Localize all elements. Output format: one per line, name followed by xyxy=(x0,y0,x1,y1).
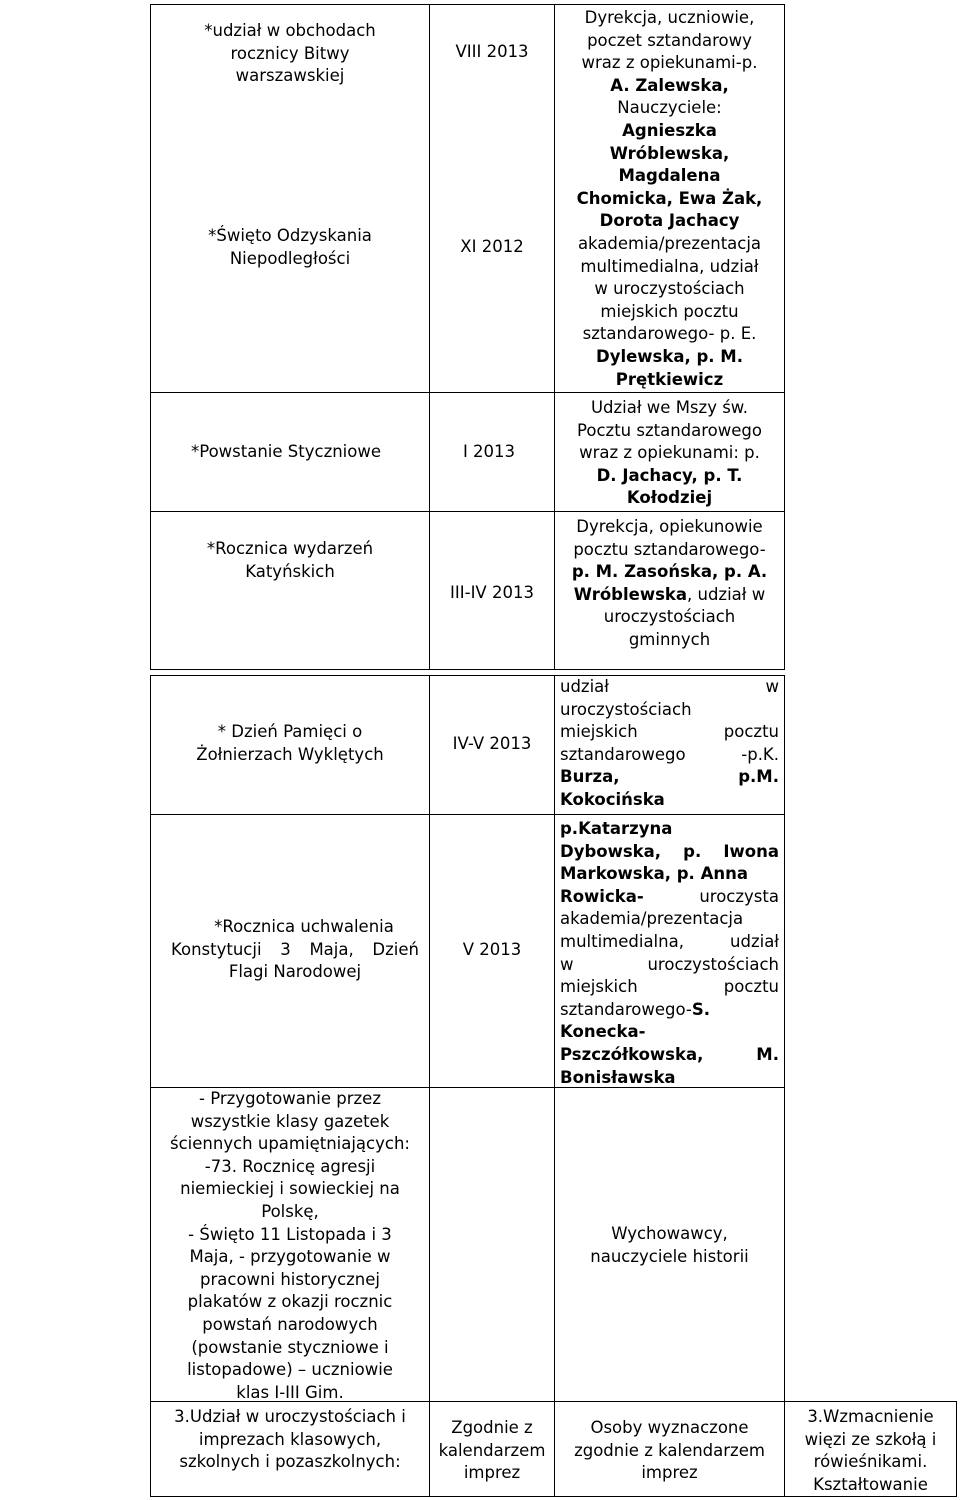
event-text-line: * Dzień Pamięci o xyxy=(217,722,363,741)
event-cell xyxy=(151,512,429,669)
responsible-line: multimedialna, udział xyxy=(580,256,759,276)
event-text-line: (powstanie styczniowe i xyxy=(191,1337,389,1357)
responsible-line: multimedialna, udział xyxy=(560,931,779,951)
responsible-line: Dyrekcja, opiekunowie xyxy=(576,517,763,536)
event-text-line: -73. Rocznicę agresji xyxy=(204,1156,376,1176)
event-text-line: Konstytucji 3 Maja, Dzień xyxy=(171,939,419,959)
date-text-line: Zgodnie z xyxy=(451,1418,533,1437)
responsible-cell xyxy=(555,512,784,669)
event-text-line: 3.Udział w uroczystościach i xyxy=(174,1407,406,1426)
date-text: I 2013 xyxy=(462,441,516,461)
responsible-line: Rowicka- uroczysta xyxy=(560,886,779,906)
responsible-line: Wróblewska, xyxy=(609,143,730,163)
responsible-line: Udział we Mszy św. xyxy=(590,398,749,417)
event-text-line: Niepodległości xyxy=(229,248,351,268)
responsible-line: sztandarowego-S. xyxy=(560,999,711,1019)
event-text-line: Żołnierzach Wyklętych xyxy=(196,744,384,764)
event-cell xyxy=(151,1402,429,1496)
responsible-line: Pszczółkowska, M. xyxy=(560,1044,779,1064)
responsible-line: uroczystościach xyxy=(560,699,692,719)
event-text-line: Maja, - przygotowanie w xyxy=(189,1247,391,1267)
responsible-line: Kokocińska xyxy=(560,789,665,809)
event-text-line: rocznicy Bitwy xyxy=(230,43,350,63)
responsible-line: Chomicka, Ewa Żak, xyxy=(576,188,763,208)
responsible-cell xyxy=(555,1402,784,1496)
responsible-line: Prętkiewicz xyxy=(615,369,724,389)
responsible-line: A. Zalewska, xyxy=(610,75,729,95)
event-cell xyxy=(151,815,429,1087)
responsible-name: S. xyxy=(691,999,711,1019)
responsible-cell xyxy=(555,1088,784,1401)
extra-text-line: więzi ze szkołą i xyxy=(804,1429,937,1449)
responsible-line: miejskich pocztu xyxy=(560,977,779,997)
responsible-line: Dylewska, p. M. xyxy=(596,346,743,366)
date-cell xyxy=(430,200,554,295)
date-text: VIII 2013 xyxy=(455,42,529,62)
responsible-cell xyxy=(555,5,784,392)
date-text-line: kalendarzem xyxy=(438,1440,546,1460)
responsible-line: Pocztu sztandarowego xyxy=(577,420,762,440)
responsible-line: p.Katarzyna xyxy=(560,819,673,838)
responsible-line: D. Jachacy, p. T. xyxy=(596,465,743,485)
date-text-line: imprez xyxy=(463,1463,521,1483)
responsible-cell xyxy=(560,815,779,1087)
responsible-name: Wróblewska xyxy=(573,584,687,604)
responsible-line: wraz z opiekunami: p. xyxy=(579,443,760,463)
responsible-line: Dybowska, p. Iwona xyxy=(560,841,779,861)
responsible-line: Bonisławska xyxy=(560,1067,676,1087)
event-text-line: niemieckiej i sowieckiej na xyxy=(180,1179,400,1199)
event-text-line: klas I-III Gim. xyxy=(236,1382,344,1402)
event-text-line: - Święto 11 Listopada i 3 xyxy=(188,1224,392,1244)
responsible-line: Kołodziej xyxy=(626,488,713,508)
event-text-line: Katyńskich xyxy=(245,561,335,581)
date-cell xyxy=(430,512,554,669)
responsible-cell xyxy=(555,393,784,511)
responsible-line: Wróblewska, udział w xyxy=(573,584,766,604)
event-cell xyxy=(151,393,429,511)
date-text: XI 2012 xyxy=(460,237,524,257)
date-text: IV-V 2013 xyxy=(452,734,532,753)
event-text-line: wszystkie klasy gazetek xyxy=(190,1111,390,1131)
responsible-line: w uroczystościach xyxy=(594,279,745,299)
responsible-line: Wychowawcy, xyxy=(611,1224,728,1243)
event-text-line: *udział w obchodach xyxy=(204,21,376,40)
date-text: V 2013 xyxy=(462,940,522,959)
responsible-line: Magdalena xyxy=(618,166,721,186)
date-cell xyxy=(430,815,554,1087)
responsible-line: wraz z opiekunami-p. xyxy=(581,53,758,73)
date-cell xyxy=(430,676,554,814)
responsible-line: Nauczyciele: xyxy=(617,98,722,118)
responsible-line: uroczystościach xyxy=(603,607,736,627)
event-text-line: szkolnych i pozaszkolnych: xyxy=(179,1452,401,1472)
responsible-line: Konecka- xyxy=(560,1022,646,1042)
date-cell xyxy=(430,393,554,511)
responsible-name: Rowicka- xyxy=(560,886,644,906)
responsible-line: Dorota Jachacy xyxy=(599,211,740,231)
event-cell xyxy=(151,1088,429,1401)
event-text-line: powstań narodowych xyxy=(202,1314,378,1334)
event-text-line: - Przygotowanie przez xyxy=(199,1089,381,1108)
event-cell xyxy=(151,5,429,143)
responsible-line: miejskich pocztu xyxy=(560,722,779,742)
responsible-line: sztandarowego -p.K. xyxy=(560,744,779,764)
responsible-line: udział w xyxy=(560,677,779,696)
date-text: III-IV 2013 xyxy=(450,583,534,602)
responsible-line: gminnych xyxy=(628,629,711,649)
responsible-line: Agnieszka xyxy=(622,120,717,140)
event-text-line: pracowni historycznej xyxy=(200,1269,380,1289)
responsible-line: pocztu sztandarowego- xyxy=(573,539,766,559)
responsible-line: Burza, p.M. xyxy=(560,767,779,787)
extra-text-line: rówieśnikami. xyxy=(813,1452,928,1472)
responsible-line: akademia/prezentacja xyxy=(560,909,744,929)
extra-text-line: 3.Wzmacnienie xyxy=(807,1407,934,1426)
date-cell xyxy=(430,1402,554,1496)
responsible-line: poczet sztandarowy xyxy=(587,30,752,50)
extra-cell xyxy=(785,1402,956,1496)
responsible-line: miejskich pocztu xyxy=(600,301,739,321)
event-text-line: *Rocznica wydarzeń xyxy=(206,539,374,558)
responsible-line: p. M. Zasońska, p. A. xyxy=(571,562,768,582)
responsible-line: akademia/prezentacja xyxy=(577,233,762,253)
responsible-line: w uroczystościach xyxy=(560,954,779,974)
extra-text-line: Kształtowanie xyxy=(813,1474,928,1494)
responsible-line: Markowska, p. Anna xyxy=(560,864,748,884)
event-text-line: ściennych upamiętniających: xyxy=(170,1134,410,1154)
responsible-line: zgodnie z kalendarzem xyxy=(574,1440,765,1460)
responsible-line: nauczyciele historii xyxy=(590,1246,749,1266)
event-text-line: plakatów z okazji rocznic xyxy=(187,1292,393,1312)
event-cell xyxy=(151,676,429,814)
date-cell xyxy=(430,5,554,100)
event-cell xyxy=(151,200,429,295)
responsible-line: sztandarowego- p. E. xyxy=(582,324,757,344)
responsible-cell xyxy=(560,676,779,814)
responsible-line: Osoby wyznaczone xyxy=(590,1418,749,1437)
event-text-line: *Powstanie Styczniowe xyxy=(190,441,382,461)
responsible-line: Dyrekcja, uczniowie, xyxy=(584,8,755,27)
event-text-line: *Rocznica uchwalenia xyxy=(214,917,394,936)
event-text-line: Polskę, xyxy=(261,1201,319,1221)
event-text-line: listopadowe) – uczniowie xyxy=(187,1360,393,1380)
event-text-line: imprezach klasowych, xyxy=(198,1429,382,1449)
event-text-line: warszawskiej xyxy=(235,66,345,86)
event-text-line: Flagi Narodowej xyxy=(228,962,362,982)
event-text-line: *Święto Odzyskania xyxy=(208,225,372,245)
responsible-line: imprez xyxy=(641,1463,698,1483)
